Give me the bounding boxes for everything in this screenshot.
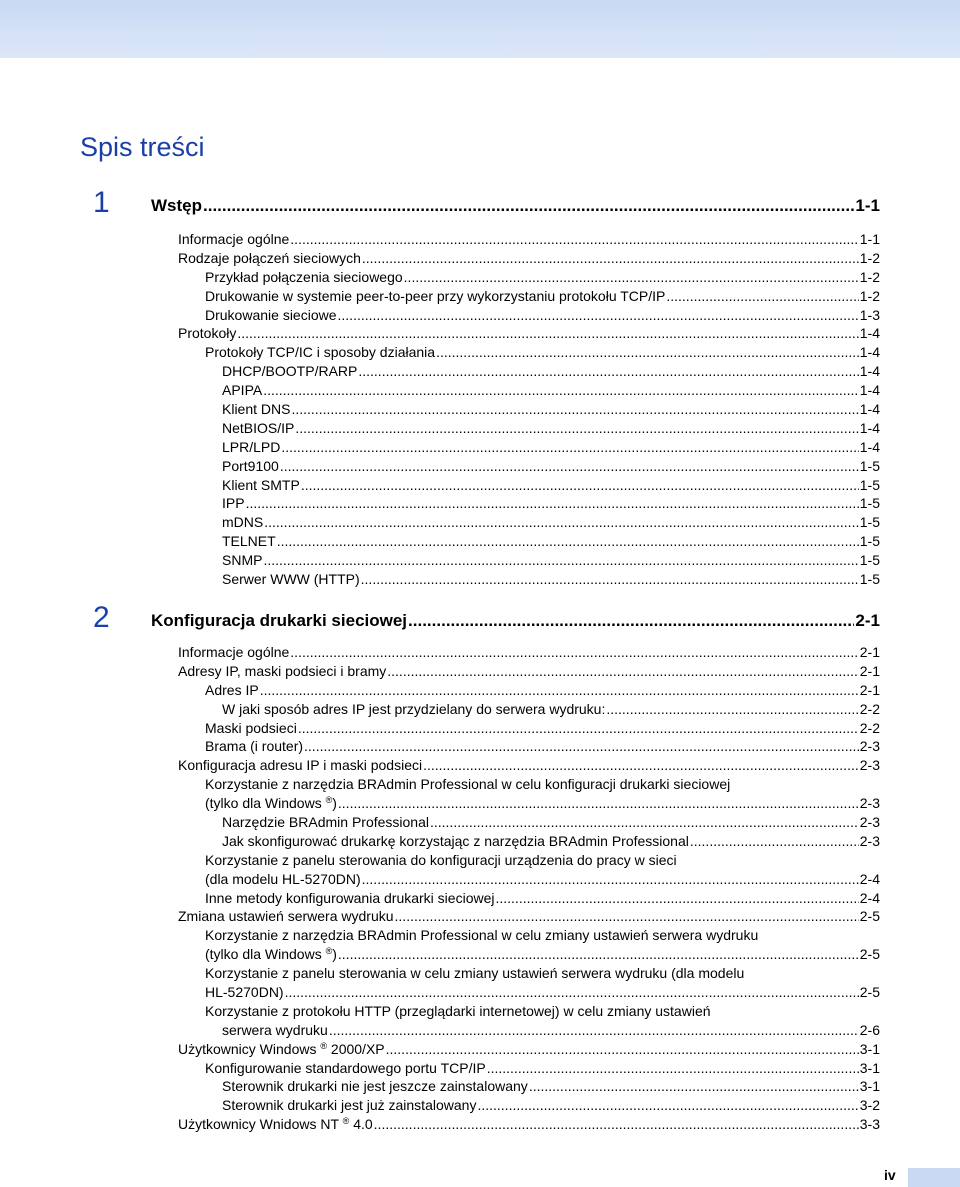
toc-entry[interactable]: Zmiana ustawień serwera wydruku ..... 2-5	[178, 907, 880, 926]
toc-entry[interactable]: Brama (i router) ..... 2-3	[205, 737, 880, 756]
page-title: Spis treści	[80, 132, 205, 162]
toc-entry[interactable]: Protokoły ..... 1-4	[178, 324, 880, 343]
chapter-number: 2	[93, 601, 110, 634]
toc-entry[interactable]: Klient DNS ..... 1-4	[222, 400, 880, 419]
toc-entry[interactable]: W jaki sposób adres IP jest przydzielany do serwera wydruku: ..... 2-2	[222, 700, 880, 719]
toc-entry[interactable]: Sterownik drukarki jest już zainstalowany ..... 3-2	[222, 1096, 880, 1115]
chapter-page: 1-1	[855, 196, 880, 215]
toc-entry[interactable]: TELNET ..... 1-5	[222, 532, 880, 551]
toc-entry[interactable]: Port9100 ..... 1-5	[222, 457, 880, 476]
toc-entry[interactable]: Informacje ogólne ..... 2-1	[178, 643, 880, 662]
toc-entry[interactable]: Konfigurowanie standardowego portu TCP/IP ..... 3-1	[205, 1059, 880, 1078]
toc-entries	[0, 230, 960, 589]
chapter-2	[0, 601, 960, 1133]
footer-band	[908, 1168, 960, 1187]
toc-entry[interactable]: Adresy IP, maski podsieci i bramy ..... 2-1	[178, 662, 880, 681]
toc-entry[interactable]: SNMP ..... 1-5	[222, 551, 880, 570]
toc-entry[interactable]: Użytkownicy Windows ® 2000/XP ..... 3-1	[178, 1040, 880, 1059]
toc-entry[interactable]: LPR/LPD ..... 1-4	[222, 438, 880, 457]
chapter-page: 2-1	[855, 611, 880, 630]
toc-entry[interactable]: Przykład połączenia sieciowego ..... 1-2	[205, 268, 880, 287]
dot-leader	[203, 195, 854, 217]
chapter-title: Wstęp	[151, 196, 202, 215]
toc-entry[interactable]: Korzystanie z protokołu HTTP (przeglądarki internetowej) w celu zmiany ustawień serwera wydruku ..... 2-6	[205, 1002, 880, 1040]
toc-entry[interactable]: Informacje ogólne ..... 1-1	[178, 230, 880, 249]
chapter-1	[0, 186, 960, 588]
registered-mark: ®	[320, 1040, 328, 1051]
toc-entry[interactable]: Korzystanie z panelu sterowania w celu zmiany ustawień serwera wydruku (dla modelu HL-5270DN) ..... 2-5	[205, 964, 880, 1002]
registered-mark: ®	[325, 795, 333, 806]
toc-entry[interactable]: NetBIOS/IP ..... 1-4	[222, 419, 880, 438]
toc-entry[interactable]: Narzędzie BRAdmin Professional ..... 2-3	[222, 813, 880, 832]
toc-entry[interactable]: Korzystanie z narzędzia BRAdmin Professional w celu konfiguracji drukarki sieciowej (tylko dla Windows ®) ..... 2-3	[205, 775, 880, 813]
chapter-title-row[interactable]	[151, 610, 880, 632]
toc-entry[interactable]: Drukowanie w systemie peer-to-peer przy wykorzystaniu protokołu TCP/IP ..... 1-2	[205, 287, 880, 306]
chapter-heading	[0, 601, 960, 635]
toc-entry[interactable]: Protokoły TCP/IC i sposoby działania ..... 1-4	[205, 343, 880, 362]
dot-leader	[408, 610, 854, 632]
registered-mark: ®	[342, 1116, 350, 1127]
toc-entries	[0, 643, 960, 1134]
toc-entry[interactable]: Użytkownicy Wnidows NT ® 4.0 ..... 3-3	[178, 1115, 880, 1134]
toc-entry[interactable]: Korzystanie z panelu sterowania do konfiguracji urządzenia do pracy w sieci (dla modelu HL-5270DN) ..... 2-4	[205, 851, 880, 889]
toc-entry[interactable]: DHCP/BOOTP/RARP ..... 1-4	[222, 362, 880, 381]
registered-mark: ®	[325, 946, 333, 957]
toc-entry[interactable]: Jak skonfigurować drukarkę korzystając z narzędzia BRAdmin Professional ..... 2-3	[222, 832, 880, 851]
header-band	[0, 0, 960, 58]
toc-entry[interactable]: Inne metody konfigurowania drukarki sieciowej ..... 2-4	[205, 889, 880, 908]
toc-entry[interactable]: Sterownik drukarki nie jest jeszcze zainstalowany ..... 3-1	[222, 1077, 880, 1096]
chapter-number: 1	[93, 186, 110, 219]
page-number: iv	[884, 1167, 896, 1183]
toc-entry[interactable]: Adres IP ..... 2-1	[205, 681, 880, 700]
toc-entry[interactable]: mDNS ..... 1-5	[222, 513, 880, 532]
toc-entry[interactable]: Drukowanie sieciowe ..... 1-3	[205, 306, 880, 325]
chapter-title: Konfiguracja drukarki sieciowej	[151, 611, 408, 630]
chapter-heading	[0, 186, 960, 220]
toc-entry[interactable]: Konfiguracja adresu IP i maski podsieci ..... 2-3	[178, 756, 880, 775]
toc-entry[interactable]: Serwer WWW (HTTP) ..... 1-5	[222, 570, 880, 589]
toc-entry[interactable]: APIPA ..... 1-4	[222, 381, 880, 400]
toc-entry[interactable]: Rodzaje połączeń sieciowych ..... 1-2	[178, 249, 880, 268]
toc-entry[interactable]: Korzystanie z narzędzia BRAdmin Professional w celu zmiany ustawień serwera wydruku (tylko dla Windows ®) ..... 2-5	[205, 926, 880, 964]
chapter-title-row[interactable]	[151, 195, 880, 217]
toc-entry[interactable]: IPP ..... 1-5	[222, 494, 880, 513]
toc-entry[interactable]: Klient SMTP ..... 1-5	[222, 476, 880, 495]
toc-entry[interactable]: Maski podsieci ..... 2-2	[205, 719, 880, 738]
